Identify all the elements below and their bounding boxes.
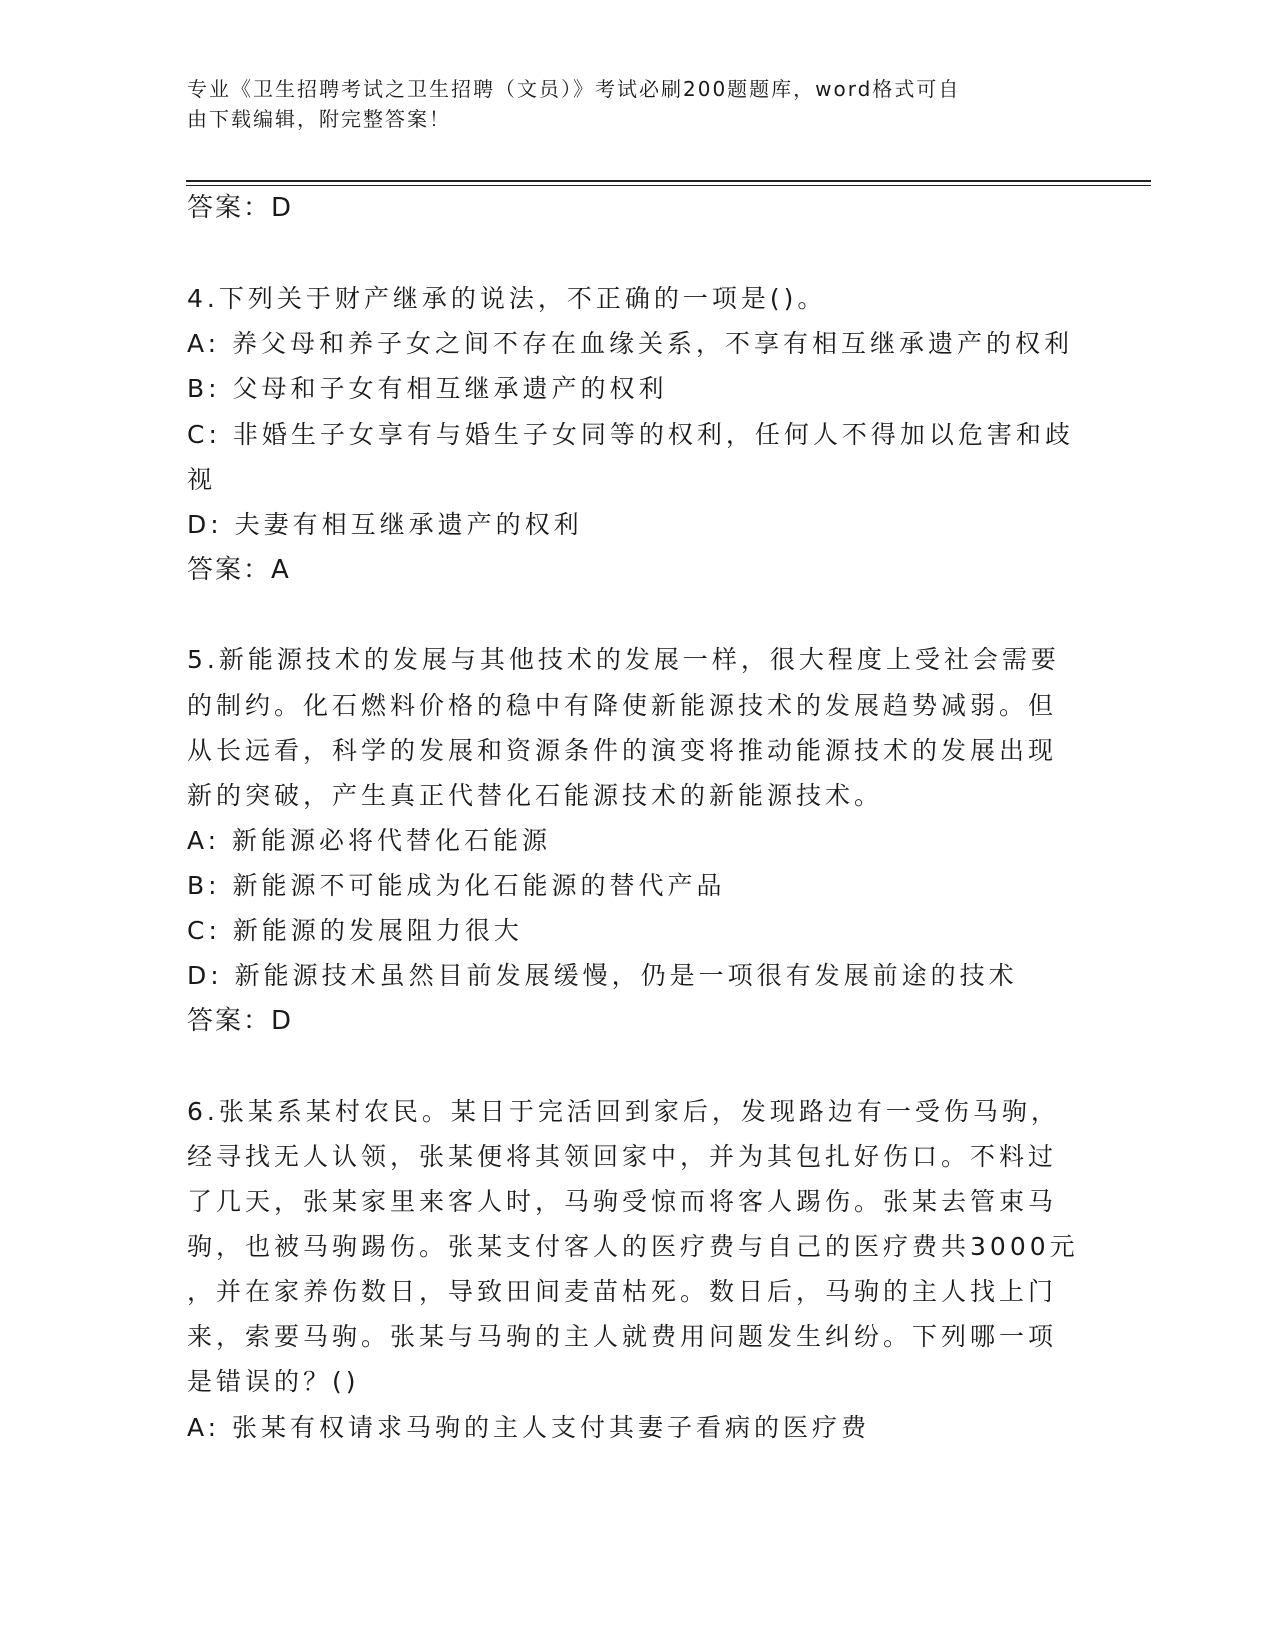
q5-stem-line-4: 新的突破，产生真正代替化石能源技术的新能源技术。 [187, 781, 884, 810]
q3-answer: 答案：D [187, 193, 294, 223]
q5-answer: 答案：D [187, 1006, 294, 1036]
q6-stem-line-5: ，并在家养伤数日，导致田间麦苗枯死。数日后，马驹的主人找上门 [187, 1277, 1058, 1306]
q6-stem-line-6: 来，索要马驹。张某与马驹的主人就费用问题发生纠纷。下列哪一项 [187, 1322, 1058, 1351]
header-line-2: 由下载编辑，附完整答案！ [187, 107, 451, 131]
q4-answer: 答案：A [187, 555, 291, 585]
q6-stem-line-2: 经寻找无人认领，张某便将其领回家中，并为其包扎好伤口。不料过 [187, 1142, 1058, 1171]
header-line-1: 专业《卫生招聘考试之卫生招聘（文员）》考试必刷200题题库，word格式可自 [187, 77, 961, 101]
q5-option-a: A: 新能源必将代替化石能源 [187, 826, 552, 855]
q5-stem-line-3: 从长远看，科学的发展和资源条件的演变将推动能源技术的发展出现 [187, 736, 1058, 765]
q4-option-c: C: 非婚生子女享有与婚生子女同等的权利，任何人不得加以危害和歧 [187, 420, 1074, 449]
q5-option-b: B: 新能源不可能成为化石能源的替代产品 [187, 871, 726, 900]
q5-stem-line-1: 5.新能源技术的发展与其他技术的发展一样，很大程度上受社会需要 [187, 645, 1060, 674]
header-divider-bottom [186, 185, 1151, 186]
q5-option-d: D: 新能源技术虽然目前发展缓慢，仍是一项很有发展前途的技术 [187, 961, 1018, 990]
q6-stem-line-3: 了几天，张某家里来客人时，马驹受惊而将客人踢伤。张某去管束马 [187, 1187, 1058, 1216]
q4-option-c-cont: 视 [187, 465, 217, 494]
q5-option-c: C: 新能源的发展阻力很大 [187, 916, 523, 945]
q4-option-d: D: 夫妻有相互继承遗产的权利 [187, 510, 583, 539]
q4-option-b: B: 父母和子女有相互继承遗产的权利 [187, 374, 668, 403]
q6-option-a: A: 张某有权请求马驹的主人支付其妻子看病的医疗费 [187, 1413, 871, 1442]
q4-stem: 4.下列关于财产继承的说法，不正确的一项是()。 [187, 284, 827, 313]
q6-stem-line-4: 驹，也被马驹踢伤。张某支付客人的医疗费与自己的医疗费共3000元 [187, 1232, 1079, 1261]
q6-stem-line-7: 是错误的？() [187, 1367, 360, 1396]
q5-stem-line-2: 的制约。化石燃料价格的稳中有降使新能源技术的发展趋势减弱。但 [187, 691, 1058, 720]
document-header [187, 74, 1067, 134]
q4-option-a: A: 养父母和养子女之间不存在血缘关系，不享有相互继承遗产的权利 [187, 329, 1074, 358]
header-divider-top [186, 180, 1151, 182]
q6-stem-line-1: 6.张某系某村农民。某日于完活回到家后，发现路边有一受伤马驹， [187, 1097, 1060, 1126]
